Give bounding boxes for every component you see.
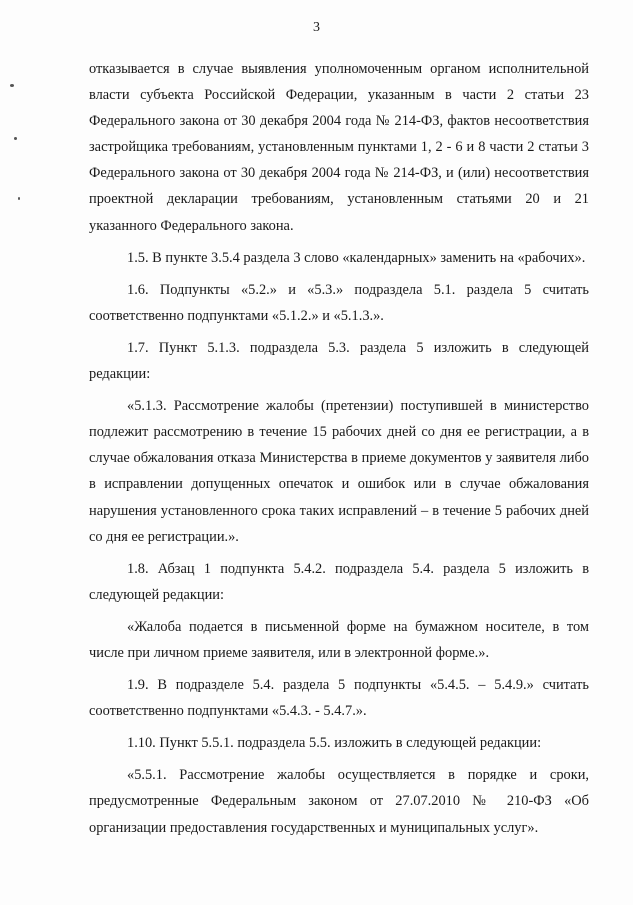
paragraph-item-1-5: 1.5. В пункте 3.5.4 раздела 3 слово «календарных» заменить на «рабочих». <box>127 249 586 266</box>
paragraph-item-1-10: 1.10. Пункт 5.5.1. подраздела 5.5. изложить в следующей редакции: <box>127 735 542 752</box>
paragraph-quote-5-5-1: «5.5.1. Рассмотрение жалобы осуществляется в порядке и сроки, предусмотренные Федеральным законом от 27.07.2010 № 210-ФЗ «Об организации предоставления государственных и муниципальных услуг». <box>89 767 589 836</box>
scan-speck <box>14 137 17 140</box>
paragraph-quote-5-1-3: «5.1.3. Рассмотрение жалобы (претензии) поступившей в министерство подлежит рассмотрению в течение 15 рабочих дней со дня ее регистрации, а в случае обжалования отказа Министерства в приеме документов у заявителя либо в исправлении допущенных опечаток и ошибок или в случае обжалования нарушения установленного срока таких исправлений – в течение 5 рабочих дней со дня ее регистрации.». <box>89 398 589 545</box>
paragraph-item-1-6: 1.6. Подпункты «5.2.» и «5.3.» подраздела 5.1. раздела 5 считать соответственно подпунктами «5.1.2.» и «5.1.3.». <box>89 281 589 324</box>
paragraph-item-1-9: 1.9. В подразделе 5.4. раздела 5 подпункты «5.4.5. – 5.4.9.» считать соответственно подпунктами «5.4.3. - 5.4.7.». <box>89 677 589 720</box>
document-body <box>89 56 589 841</box>
paragraph-item-1-7: 1.7. Пункт 5.1.3. подраздела 5.3. раздела 5 изложить в следующей редакции: <box>89 339 589 383</box>
page-number: 3 <box>313 20 320 35</box>
scan-speck <box>18 197 20 200</box>
paragraph-quote-complaint: «Жалоба подается в письменной форме на бумажном носителе, в том числе при личном приеме заявителя, или в электронной форме.». <box>89 618 589 661</box>
paragraph-item-1-8: 1.8. Абзац 1 подпункта 5.4.2. подраздела 5.4. раздела 5 изложить в следующей редакции: <box>89 560 589 603</box>
paragraph-continuation: отказывается в случае выявления уполномоченным органом исполнительной власти субъекта Российской Федерации, указанным в части 2 статьи 23 Федерального закона от 30 декабря 2004 года № 214-ФЗ, фактов несоответствия застройщика требованиям, установленным пунктами 1, 2 - 6 и 8 части 2 статьи 3 Федерального закона от 30 декабря 2004 года № 214-ФЗ, и (или) несоответствия проектной декларации требованиям, установленным статьями 20 и 21 указанного Федерального закона. <box>89 61 589 234</box>
scan-speck <box>10 84 14 87</box>
